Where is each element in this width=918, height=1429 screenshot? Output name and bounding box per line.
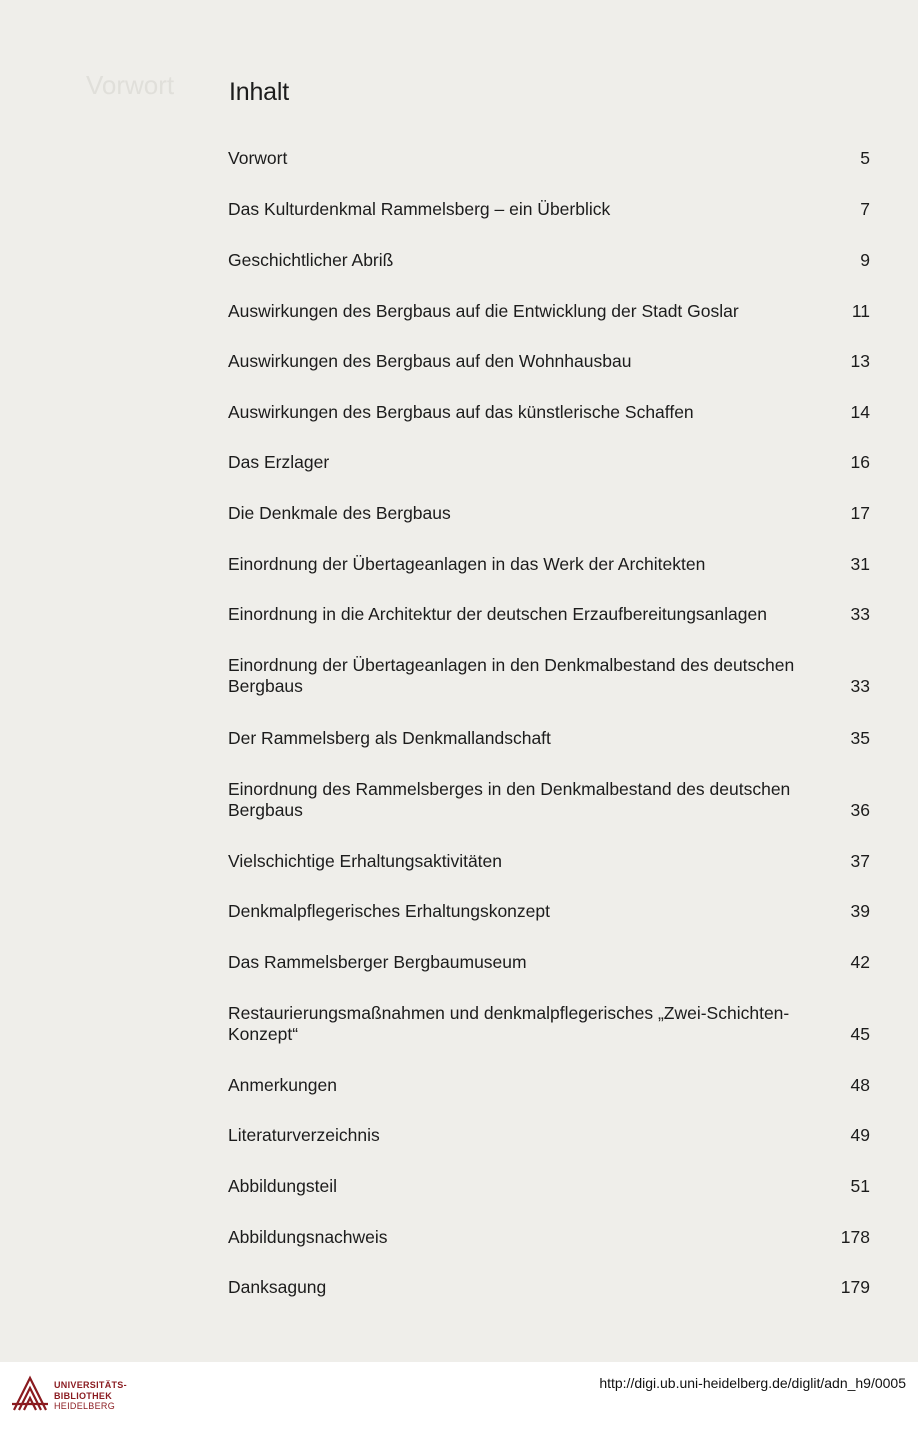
showthrough-title: Vorwort xyxy=(86,70,175,100)
toc-entry-label: Literaturverzeichnis xyxy=(228,1125,380,1145)
toc-entry-label: Einordnung der Übertageanlagen in das Werk der Architekten xyxy=(228,554,706,574)
toc-entry-label: Restaurierungsmaßnahmen und denkmalpflegerisches „Zwei-Schichten-Konzept“ xyxy=(228,1003,790,1044)
toc-entry xyxy=(228,554,870,575)
toc-entry xyxy=(228,351,870,372)
toc-entry-label: Die Denkmale des Bergbaus xyxy=(228,503,451,523)
toc-entry-label: Einordnung des Rammelsberges in den Denkmalbestand des deutschen Bergbaus xyxy=(228,779,791,820)
toc-entry-page: 45 xyxy=(850,1024,870,1044)
toc-entry-page: 11 xyxy=(851,301,870,321)
toc-entry-label: Geschichtlicher Abriß xyxy=(228,250,394,270)
toc-entry-page: 179 xyxy=(840,1277,870,1297)
toc-entry-label: Einordnung der Übertageanlagen in den Denkmalbestand des deutschen Bergbaus xyxy=(228,655,795,696)
toc-entry-page: 14 xyxy=(850,402,870,422)
source-url[interactable]: http://digi.ub.uni-heidelberg.de/diglit/adn_h9/0005 xyxy=(599,1375,906,1391)
toc-entry-page: 35 xyxy=(850,728,870,748)
toc-entry-page: 33 xyxy=(850,676,870,696)
toc-entry-page: 16 xyxy=(850,452,870,472)
toc-entry-page: 39 xyxy=(850,901,870,921)
toc-entry-page: 7 xyxy=(860,199,870,219)
toc-entry-label: Anmerkungen xyxy=(228,1075,337,1095)
toc-entry xyxy=(228,1125,870,1146)
toc-entry xyxy=(228,655,870,697)
toc-entry-page: 9 xyxy=(860,250,870,270)
toc-entry xyxy=(228,1176,870,1197)
toc-entry-page: 17 xyxy=(850,503,870,523)
toc-entry-page: 51 xyxy=(850,1176,870,1196)
page-title: Inhalt xyxy=(229,78,289,106)
toc-entry xyxy=(228,851,870,872)
toc-entry xyxy=(228,604,870,625)
toc-entry xyxy=(228,1227,870,1248)
toc-entry xyxy=(228,1075,870,1096)
toc-entry-label: Einordnung in die Architektur der deutschen Erzaufbereitungsanlagen xyxy=(228,604,767,624)
toc-entry-label: Das Kulturdenkmal Rammelsberg – ein Überblick xyxy=(228,199,611,219)
toc-entry xyxy=(228,402,870,423)
toc-entry-label: Auswirkungen des Bergbaus auf das künstlerische Schaffen xyxy=(228,402,694,422)
toc-entry-label: Denkmalpflegerisches Erhaltungskonzept xyxy=(228,901,550,921)
toc-entry-label: Vorwort xyxy=(228,148,288,168)
toc-entry-label: Abbildungsteil xyxy=(228,1176,337,1196)
toc-entry xyxy=(228,148,870,169)
toc-entry xyxy=(228,250,870,271)
university-library-logo-icon xyxy=(10,1374,50,1414)
toc-entry-label: Auswirkungen des Bergbaus auf den Wohnhausbau xyxy=(228,351,632,371)
toc-entry-page: 48 xyxy=(850,1075,870,1095)
toc-entry-label: Abbildungsnachweis xyxy=(228,1227,388,1247)
toc-entry-page: 36 xyxy=(850,800,870,820)
logo-line: UNIVERSITÄTS- xyxy=(54,1380,127,1390)
toc-entry xyxy=(228,779,870,821)
toc-entry xyxy=(228,901,870,922)
toc-entry xyxy=(228,199,870,220)
toc-entry xyxy=(228,728,870,749)
toc-entry-page: 31 xyxy=(850,554,870,574)
logo-line: BIBLIOTHEK xyxy=(54,1390,112,1401)
toc-entry-page: 13 xyxy=(850,351,870,371)
toc-entry-label: Auswirkungen des Bergbaus auf die Entwicklung der Stadt Goslar xyxy=(228,301,739,321)
toc-entry-label: Vielschichtige Erhaltungsaktivitäten xyxy=(228,851,503,871)
viewer-footer xyxy=(0,1362,918,1429)
logo-line: HEIDELBERG xyxy=(54,1401,116,1411)
toc-entry xyxy=(228,452,870,473)
toc-entry-label: Das Erzlager xyxy=(228,452,330,472)
toc-entry-page: 49 xyxy=(850,1125,870,1145)
toc-entry xyxy=(228,1003,870,1045)
toc-entry xyxy=(228,301,870,322)
toc-entry-page: 5 xyxy=(860,148,870,168)
toc-entry xyxy=(228,503,870,524)
toc-entry-page: 37 xyxy=(850,851,870,871)
toc-entry-page: 33 xyxy=(850,604,870,624)
library-logo-text xyxy=(54,1380,127,1412)
toc-entry-page: 178 xyxy=(840,1227,870,1247)
toc-entry-label: Das Rammelsberger Bergbaumuseum xyxy=(228,952,527,972)
toc-entry-page: 42 xyxy=(850,952,870,972)
toc-entry-label: Danksagung xyxy=(228,1277,327,1297)
toc-entry xyxy=(228,952,870,973)
toc-entry xyxy=(228,1277,870,1298)
toc-entry-label: Der Rammelsberg als Denkmallandschaft xyxy=(228,728,551,748)
